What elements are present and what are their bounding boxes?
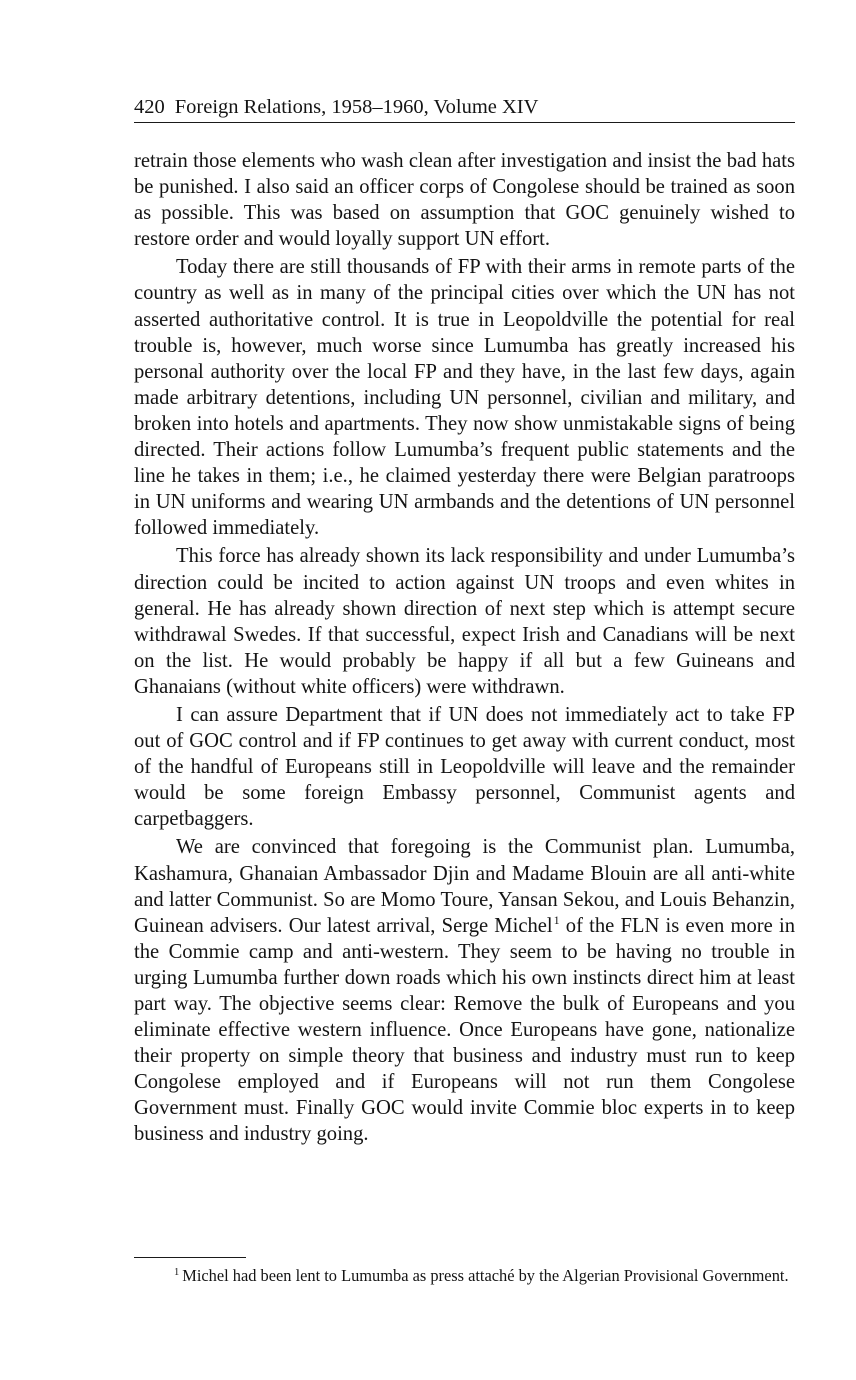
- paragraph-5-text-a: We are convinced that foregoing is the Communist plan. Lumumba, Kashamura, Ghanaian Ambassador Djin and Madame Blouin are all anti-white and latter Communist. So are Momo Toure, Yansan Sekou, and Louis Behanzin, Guinean advisers. Our latest arrival, Serge Michel: [134, 836, 795, 937]
- paragraph-4: I can assure Department that if UN does not immediately act to take FP out of GOC control and if FP continues to get away with current conduct, most of the handful of Europeans still in Leopoldville will leave and the remainder would be some foreign Embassy personnel, Communist agents and carpetbaggers.: [134, 703, 795, 831]
- body-text: [134, 148, 795, 1148]
- footnote-reference: 1: [553, 912, 560, 927]
- footnote-marker: 1: [174, 1266, 180, 1278]
- paragraph-5: [134, 834, 795, 1147]
- page-number: 420: [134, 96, 165, 118]
- paragraph-3: This force has already shown its lack responsibility and under Lumumba’s direction could be incited to action against UN troops and even whites in general. He has already shown direction of next step which is attempt secure withdrawal Swedes. If that successful, expect Irish and Canadians will be next on the list. He would probably be happy if all but a few Guineans and Ghanaians (without white officers) were withdrawn.: [134, 545, 795, 698]
- footnote: [134, 1266, 795, 1287]
- running-head: [134, 94, 795, 123]
- paragraph-1: retrain those elements who wash clean after investigation and insist the bad hats be punished. I also said an officer corps of Congolese should be trained as soon as possible. This was based on assumption that GOC genuinely wished to restore order and would loyally support UN effort.: [134, 150, 795, 251]
- footnote-text: Michel had been lent to Lumumba as press attaché by the Algerian Provisional Government.: [182, 1266, 789, 1285]
- paragraph-2: Today there are still thousands of FP with their arms in remote parts of the country as well as in many of the principal cities over which the UN has not asserted authoritative control. It is true in Leopoldville the potential for real trouble is, however, much worse since Lumumba has greatly increased his personal authority over the local FP and they have, in the last few days, again made arbitrary detentions, including UN personnel, civilian and military, and broken into hotels and apartments. They now show unmistakable signs of being directed. Their actions follow Lumumba’s frequent public statements and the line he takes in them; i.e., he claimed yesterday there were Belgian paratroops in UN uniforms and wearing UN armbands and the detentions of UN personnel followed immediately.: [134, 256, 795, 540]
- volume-title: Foreign Relations, 1958–1960, Volume XIV: [174, 96, 539, 118]
- footnote-divider: [134, 1257, 246, 1258]
- paragraph-5-text-b: of the FLN is even more in the Commie camp and anti-western. They seem to be having no trouble in urging Lumumba further down roads which his own instincts direct him at least part way. The objective seems clear: Remove the bulk of Europeans and you eliminate effective western influence. Once Europeans have gone, nationalize their property on simple theory that business and industry must run to keep Congolese employed and if Europeans will not run them Congolese Government must. Finally GOC would invite Commie bloc experts in to keep business and industry going.: [134, 914, 795, 1146]
